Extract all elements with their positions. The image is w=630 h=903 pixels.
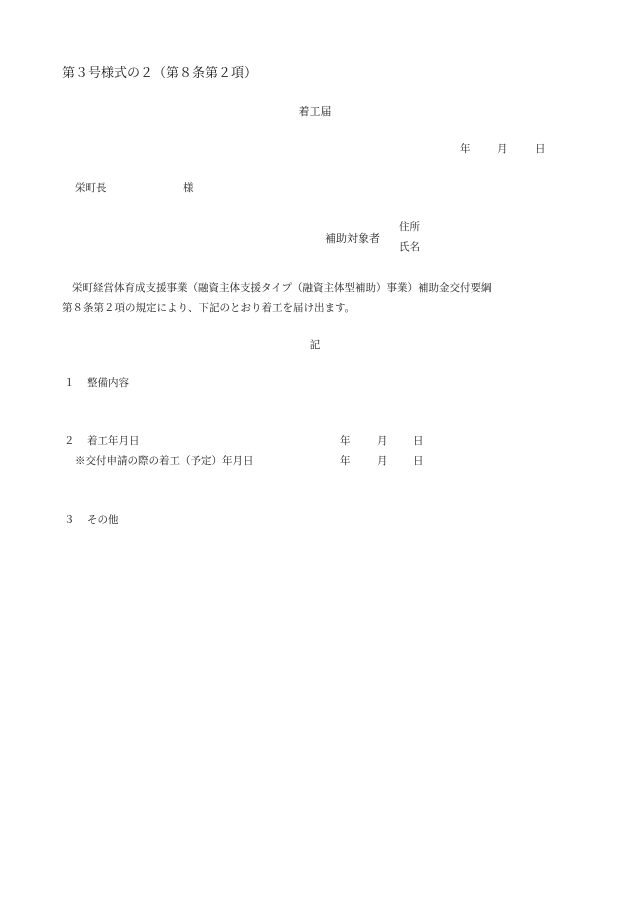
planned-month-label: 月 [377, 455, 388, 467]
form-number: 第３号様式の２（第８条第２項） [62, 66, 258, 81]
planned-day-label: 日 [413, 455, 424, 467]
addressee [75, 182, 194, 194]
date-day-label: 日 [535, 143, 546, 155]
item-number: １ [64, 377, 75, 389]
item-label: その他 [87, 514, 119, 526]
start-month-label: 月 [377, 435, 388, 447]
date-month-label: 月 [497, 143, 508, 155]
document-title: 着工届 [298, 105, 332, 118]
sub-item-label: ※交付申請の際の着工（予定）年月日 [75, 455, 254, 467]
item-label: 整備内容 [87, 377, 129, 389]
addressee-honorific: 様 [183, 182, 194, 194]
notification-body [62, 278, 572, 318]
start-year-label: 年 [340, 435, 351, 447]
body-line-1: 栄町経営体育成支援事業（融資主体支援タイプ（融資主体型補助）事業）補助金交付要綱 [72, 282, 492, 294]
ki-heading: 記 [309, 339, 321, 351]
date-year-label: 年 [460, 143, 471, 155]
item-number: ３ [64, 514, 75, 526]
start-day-label: 日 [413, 435, 424, 447]
planned-year-label: 年 [340, 455, 351, 467]
item-label: 着工年月日 [87, 435, 140, 447]
applicant-label: 補助対象者 [325, 232, 380, 245]
body-line-2: 第８条第２項の規定により、下記のとおり着工を届け出ます。 [62, 302, 356, 314]
applicant-name-label: 氏名 [399, 241, 420, 253]
applicant-address-label: 住所 [399, 221, 420, 233]
item-number: ２ [64, 435, 75, 447]
addressee-name: 栄町長 [75, 182, 107, 194]
